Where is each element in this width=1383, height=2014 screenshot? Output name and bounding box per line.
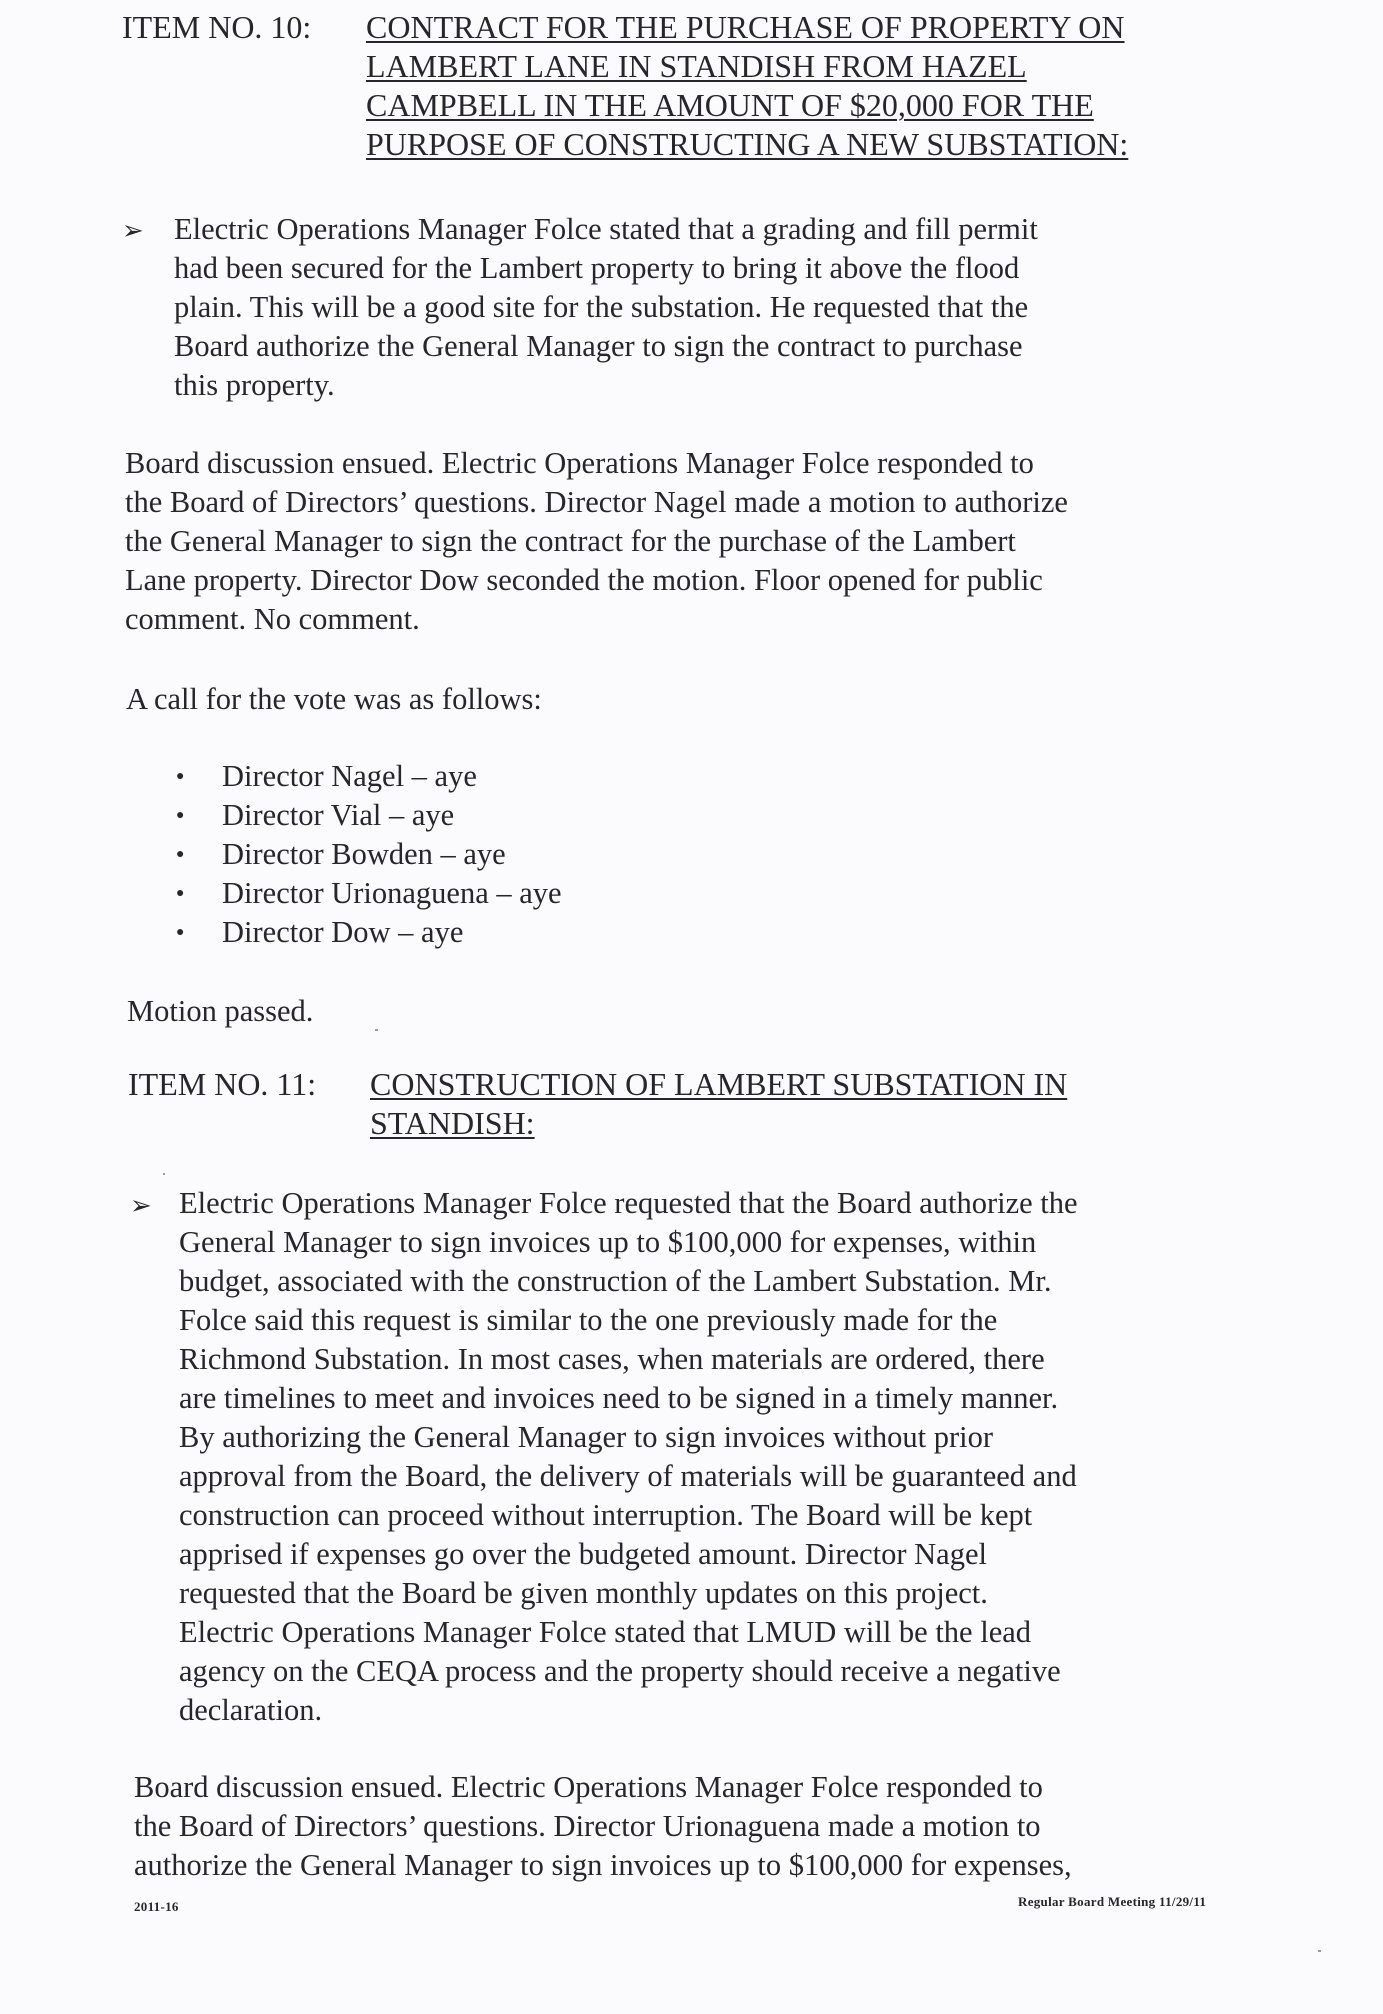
- paragraph-line: the Board of Directors’ questions. Director Urionaguena made a motion to: [134, 1809, 1041, 1843]
- paragraph-line: Electric Operations Manager Folce requested that the Board authorize the: [179, 1186, 1078, 1220]
- paragraph-line: Board discussion ensued. Electric Operations Manager Folce responded to: [134, 1770, 1043, 1804]
- item-11-label: ITEM NO. 11:: [128, 1066, 317, 1102]
- item-10-label: ITEM NO. 10:: [122, 9, 312, 45]
- item-10-title-line: LAMBERT LANE IN STANDISH FROM HAZEL: [366, 48, 1027, 84]
- paragraph-line: requested that the Board be given monthly updates on this project.: [179, 1576, 988, 1610]
- paragraph-line: this property.: [174, 368, 335, 402]
- paragraph-line: Board discussion ensued. Electric Operations Manager Folce responded to: [125, 446, 1034, 480]
- scan-speck: [375, 1029, 378, 1031]
- paragraph-line: apprised if expenses go over the budgeted amount. Director Nagel: [179, 1537, 987, 1571]
- paragraph-line: the Board of Directors’ questions. Director Nagel made a motion to authorize: [125, 485, 1068, 519]
- scan-speck: [163, 1173, 165, 1175]
- item-10-bullet-paragraph: [174, 210, 1038, 405]
- item-11-bullet-paragraph: [179, 1184, 1078, 1730]
- paragraph-line: the General Manager to sign the contract for the purchase of the Lambert: [125, 524, 1016, 558]
- item-10-title-line: CAMPBELL IN THE AMOUNT OF $20,000 FOR THE: [366, 87, 1094, 123]
- footer-meeting-label: Regular Board Meeting 11/29/11: [1018, 1894, 1207, 1909]
- vote-call-line: A call for the vote was as follows:: [126, 682, 542, 716]
- scan-speck: [1318, 1950, 1321, 1952]
- paragraph-line: Electric Operations Manager Folce stated that a grading and fill permit: [174, 212, 1038, 246]
- item-11-discussion-paragraph: [134, 1768, 1072, 1885]
- motion-result-text: [127, 992, 313, 1031]
- paragraph-line: Board authorize the General Manager to sign the contract to purchase: [174, 329, 1023, 363]
- item-10-title: [366, 8, 1366, 164]
- paragraph-line: authorize the General Manager to sign invoices up to $100,000 for expenses,: [134, 1848, 1072, 1882]
- vote-call-text: [126, 680, 542, 719]
- item-11-title: [370, 1065, 1370, 1143]
- paragraph-line: plain. This will be a good site for the substation. He requested that the: [174, 290, 1029, 324]
- paragraph-line: Lane property. Director Dow seconded the motion. Floor opened for public: [125, 563, 1043, 597]
- item-11-title-line: CONSTRUCTION OF LAMBERT SUBSTATION IN: [370, 1066, 1068, 1102]
- paragraph-line: agency on the CEQA process and the property should receive a negative: [179, 1654, 1061, 1688]
- paragraph-line: declaration.: [179, 1693, 323, 1727]
- paragraph-line: had been secured for the Lambert property to bring it above the flood: [174, 251, 1020, 285]
- paragraph-line: construction can proceed without interruption. The Board will be kept: [179, 1498, 1033, 1532]
- motion-result-line: Motion passed.: [127, 994, 314, 1028]
- vote-list: [172, 757, 562, 952]
- paragraph-line: approval from the Board, the delivery of materials will be guaranteed and: [179, 1459, 1077, 1493]
- vote-list-item: ● Director Urionaguena – aye: [172, 874, 562, 913]
- paragraph-line: comment. No comment.: [125, 602, 420, 636]
- item-10-title-line: PURPOSE OF CONSTRUCTING A NEW SUBSTATION:: [366, 126, 1129, 162]
- item-10-discussion-paragraph: [125, 444, 1068, 639]
- item-10-title-line: CONTRACT FOR THE PURCHASE OF PROPERTY ON: [366, 9, 1125, 45]
- bullet-arrow-icon: ➢: [122, 216, 144, 245]
- item-11-title-line: STANDISH:: [370, 1105, 535, 1141]
- paragraph-line: Richmond Substation. In most cases, when materials are ordered, there: [179, 1342, 1045, 1376]
- vote-list-item: ● Director Vial – aye: [172, 796, 562, 835]
- paragraph-line: are timelines to meet and invoices need to be signed in a timely manner.: [179, 1381, 1059, 1415]
- vote-list-item: ● Director Bowden – aye: [172, 835, 562, 874]
- vote-list-item: ● Director Nagel – aye: [172, 757, 562, 796]
- bullet-arrow-icon: ➢: [130, 1191, 152, 1220]
- paragraph-line: Electric Operations Manager Folce stated that LMUD will be the lead: [179, 1615, 1032, 1649]
- paragraph-line: Folce said this request is similar to the one previously made for the: [179, 1303, 998, 1337]
- paragraph-line: By authorizing the General Manager to sign invoices without prior: [179, 1420, 993, 1454]
- paragraph-line: budget, associated with the construction of the Lambert Substation. Mr.: [179, 1264, 1052, 1298]
- vote-list-item: ● Director Dow – aye: [172, 913, 562, 952]
- paragraph-line: General Manager to sign invoices up to $100,000 for expenses, within: [179, 1225, 1037, 1259]
- footer-page-number: 2011-16: [134, 1899, 179, 1914]
